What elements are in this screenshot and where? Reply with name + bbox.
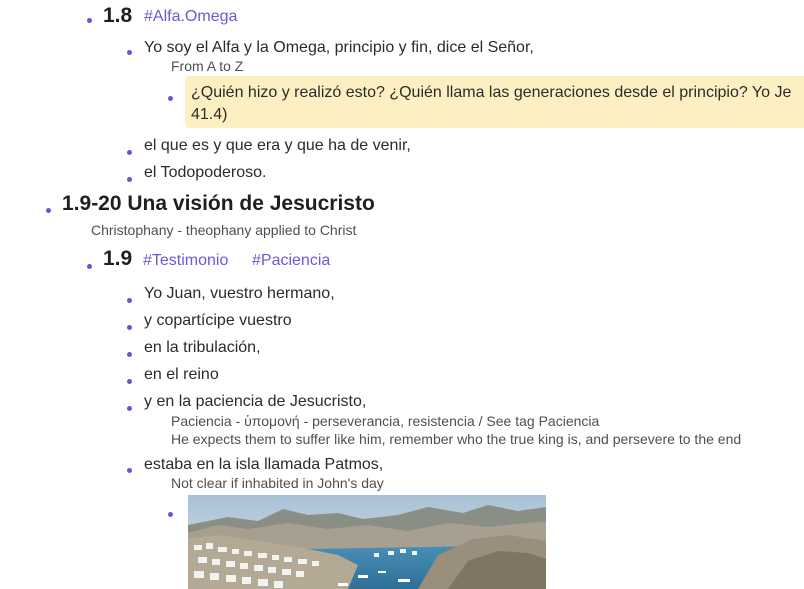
verse-1-9-line2: y copartícipe vuestro [144, 312, 292, 329]
verse-1-9-line4: en el reino [144, 366, 219, 383]
verse-1-8-line1: Yo soy el Alfa y la Omega, principio y fin, dice el Señor, [144, 39, 534, 56]
section-note: Christophany - theophany applied to Christ [91, 222, 357, 238]
tag-alfa-omega[interactable]: #Alfa.Omega [144, 8, 238, 25]
bullet-1-9[interactable] [87, 264, 92, 269]
bullet-quote[interactable] [168, 96, 173, 101]
verse-1-9-line5: y en la paciencia de Jesucristo, [144, 393, 367, 410]
bullet-1-9-line5[interactable] [127, 406, 132, 411]
bullet-patmos[interactable] [127, 468, 132, 473]
bullet-1-8[interactable] [87, 18, 92, 23]
note-paciencia-2: He expects them to suffer like him, remember who the true king is, and persevere to the end [171, 431, 742, 447]
bullet-1-9-line4[interactable] [127, 379, 132, 384]
bullet-1-8-line2[interactable] [127, 150, 132, 155]
tag-paciencia[interactable]: #Paciencia [252, 252, 331, 269]
verse-1-9-patmos: estaba en la isla llamada Patmos, [144, 456, 384, 473]
bullet-photo[interactable] [168, 512, 173, 517]
cross-reference-quote [185, 76, 804, 128]
bullet-1-8-line3[interactable] [127, 177, 132, 182]
tag-testimonio[interactable]: #Testimonio [143, 252, 229, 269]
verse-1-9-line1: Yo Juan, vuestro hermano, [144, 285, 335, 302]
note-paciencia-1: Paciencia - ὑπομονή - perseverancia, resistencia / See tag Paciencia [171, 413, 600, 429]
note-patmos: Not clear if inhabited in John's day [171, 475, 384, 491]
verse-number-1-9: 1.9 [103, 247, 133, 270]
section-title: 1.9-20 Una visión de Jesucristo [62, 192, 375, 215]
quote-line1: ¿Quién hizo y realizó esto? ¿Quién llama las generaciones desde el principio? Yo Je [191, 84, 792, 101]
patmos-photo-icon [188, 495, 546, 589]
verse-1-8-line3: el Todopoderoso. [144, 164, 267, 181]
patmos-photo [188, 495, 546, 589]
verse-1-9-line3: en la tribulación, [144, 339, 261, 356]
verse-number-1-8: 1.8 [103, 4, 133, 27]
bullet-1-8-line1[interactable] [127, 50, 132, 55]
verse-1-8-line2: el que es y que era y que ha de venir, [144, 137, 411, 154]
note-from-a-to-z: From A to Z [171, 58, 244, 74]
quote-line2: 41.4) [191, 106, 228, 123]
bullet-section[interactable] [46, 208, 51, 213]
bullet-1-9-line2[interactable] [127, 325, 132, 330]
bullet-1-9-line3[interactable] [127, 352, 132, 357]
bullet-1-9-line1[interactable] [127, 298, 132, 303]
